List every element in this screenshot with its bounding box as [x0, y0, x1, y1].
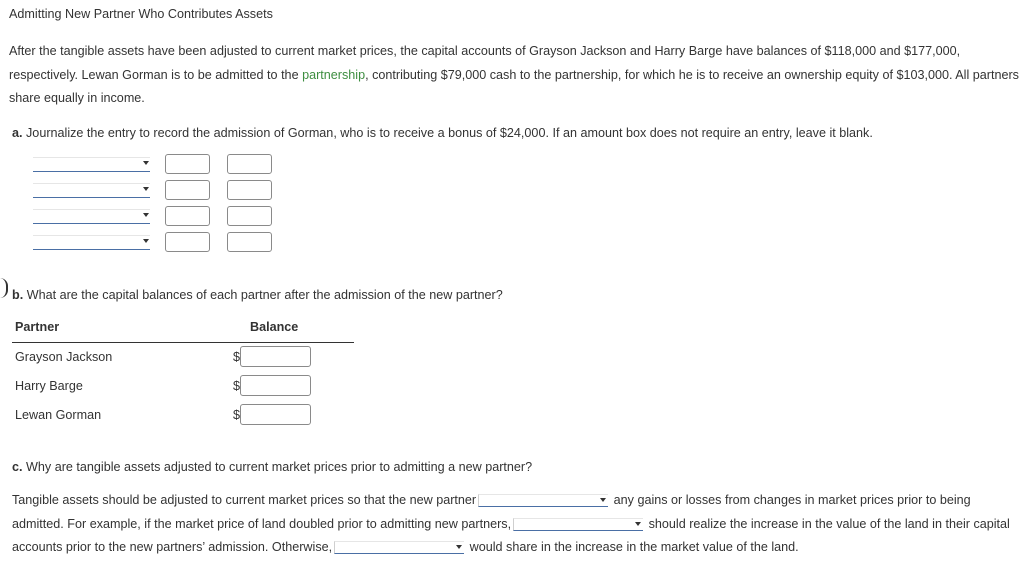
currency-symbol-2: $ [233, 379, 241, 393]
question-a-text: Journalize the entry to record the admission of Gorman, who is to receive a bonus of $24,000. If an amount box does not require an entry, leave it blank. [22, 126, 873, 140]
question-b [12, 288, 503, 302]
intro-text-2: , contributing $79,000 cash to the partnership, for which he is to receive an ownership equity of $103,000. All partners share equally in income. [9, 67, 1019, 105]
page-title: Admitting New Partner Who Contributes Assets [9, 7, 273, 21]
partner-name-1: Grayson Jackson [15, 350, 113, 364]
currency-symbol-3: $ [233, 408, 241, 422]
question-c-text: Why are tangible assets adjusted to current market prices prior to admitting a new partner? [22, 460, 533, 474]
partnership-link[interactable]: partnership [302, 67, 366, 82]
c-dropdown-3[interactable] [334, 541, 464, 554]
question-c-answer-paragraph [12, 489, 1022, 560]
journal-credit-input-3[interactable] [227, 206, 272, 226]
c-sentence-1: Tangible assets should be adjusted to current market prices so that the new partner [12, 493, 477, 507]
journal-account-select-1[interactable] [33, 157, 150, 172]
partner-column-header: Partner [15, 320, 60, 334]
balance-input-harry-barge[interactable] [240, 375, 311, 396]
journal-credit-input-1[interactable] [227, 154, 272, 174]
journal-account-select-3[interactable] [33, 209, 150, 224]
journal-debit-input-1[interactable] [165, 154, 210, 174]
intro-text-1: After the tangible assets have been adjusted to current market prices, the capital accounts of Grayson Jackson and Harry Barge have balances of $118,000 and $177,000, respectively. Lewan Gorman is to be admitted to the [9, 44, 961, 82]
partner-name-3: Lewan Gorman [15, 408, 102, 422]
journal-credit-input-4[interactable] [227, 232, 272, 252]
c-dropdown-2[interactable] [513, 518, 643, 531]
c-sentence-4: would share in the increase in the market value of the land. [469, 540, 799, 554]
journal-debit-input-2[interactable] [165, 180, 210, 200]
balance-input-lewan-gorman[interactable] [240, 404, 311, 425]
chevron-down-icon [143, 187, 149, 191]
question-a [12, 126, 873, 140]
chevron-down-icon [143, 213, 149, 217]
journal-debit-input-4[interactable] [165, 232, 210, 252]
section-edge-marker [0, 278, 8, 298]
c-sentence-2: any gains or losses from changes in market prices prior to being admitted. For example, if the market price of land doubled prior to admitting new partners, [12, 493, 971, 531]
chevron-down-icon [456, 545, 462, 549]
c-dropdown-1[interactable] [478, 494, 608, 507]
chevron-down-icon [635, 522, 641, 526]
question-b-label: b. [12, 288, 24, 302]
problem-intro [9, 40, 1021, 111]
question-b-text: What are the capital balances of each partner after the admission of the new partner? [23, 288, 503, 302]
chevron-down-icon [600, 498, 606, 502]
balance-column-header: Balance [250, 320, 299, 334]
partner-name-2: Harry Barge [15, 379, 83, 393]
chevron-down-icon [143, 161, 149, 165]
c-sentence-3: should realize the increase in the value of the land in their capital accounts prior to the new partners’ admission. Otherwise, [12, 516, 1010, 554]
currency-symbol-1: $ [233, 350, 241, 364]
question-c-label: c. [12, 460, 23, 474]
journal-account-select-4[interactable] [33, 235, 150, 250]
balance-input-grayson-jackson[interactable] [240, 346, 311, 367]
journal-debit-input-3[interactable] [165, 206, 210, 226]
journal-account-select-2[interactable] [33, 183, 150, 198]
chevron-down-icon [143, 239, 149, 243]
question-a-label: a. [12, 126, 23, 140]
journal-credit-input-2[interactable] [227, 180, 272, 200]
table-header-divider [12, 342, 354, 343]
question-c [12, 460, 532, 474]
